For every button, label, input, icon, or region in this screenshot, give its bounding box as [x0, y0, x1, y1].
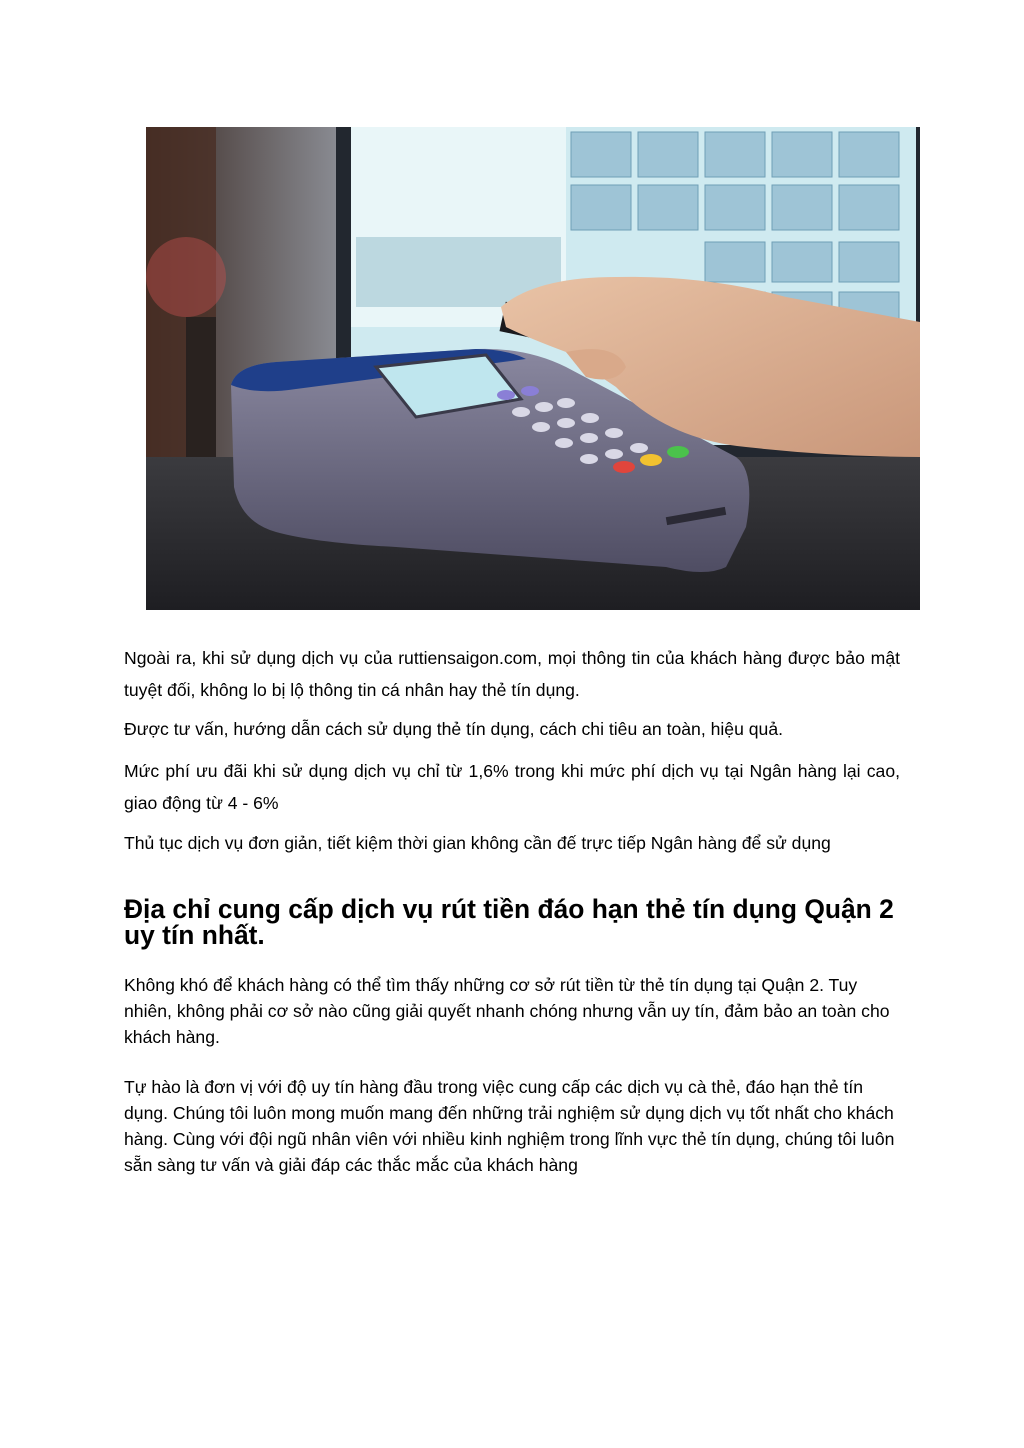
paragraph-privacy: Ngoài ra, khi sử dụng dịch vụ của ruttiensaigon.com, mọi thông tin của khách hàng được bảo mật tuyệt đối, không lo bị lộ thông tin cá nhân hay thẻ tín dụng. [124, 648, 900, 700]
paragraph-about: Tự hào là đơn vị với độ uy tín hàng đầu trong việc cung cấp các dịch vụ cà thẻ, đáo hạn thẻ tín dụng. Chúng tôi luôn mong muốn mang đến những trải nghiệm sử dụng dịch vụ tốt nhất cho khách hàng. Cùng với đội ngũ nhân viên với nhiều kinh nghiệm trong lĩnh vực thẻ tín dụng, chúng tôi luôn sẵn sàng tư vấn và giải đáp các thắc mắc của khách hàng [124, 1077, 895, 1175]
section-heading: Địa chỉ cung cấp dịch vụ rút tiền đáo hạn thẻ tín dụng Quận 2 uy tín nhất. [124, 894, 894, 950]
paragraph-procedure: Thủ tục dịch vụ đơn giản, tiết kiệm thời gian không cần đế trực tiếp Ngân hàng để sử dụng [124, 833, 831, 853]
card-payment-terminal-photo [146, 127, 920, 610]
paragraph-fee: Mức phí ưu đãi khi sử dụng dịch vụ chỉ từ 1,6% trong khi mức phí dịch vụ tại Ngân hàng lại cao, giao động từ 4 - 6% [124, 761, 900, 813]
article-body [124, 642, 900, 1178]
paragraph-consulting: Được tư vấn, hướng dẫn cách sử dụng thẻ tín dụng, cách chi tiêu an toàn, hiệu quả. [124, 719, 784, 739]
paragraph-intro: Không khó để khách hàng có thể tìm thấy những cơ sở rút tiền từ thẻ tín dụng tại Quận 2. Tuy nhiên, không phải cơ sở nào cũng giải quyết nhanh chóng nhưng vẫn uy tín, đảm bảo an toàn cho khách hàng. [124, 975, 890, 1047]
